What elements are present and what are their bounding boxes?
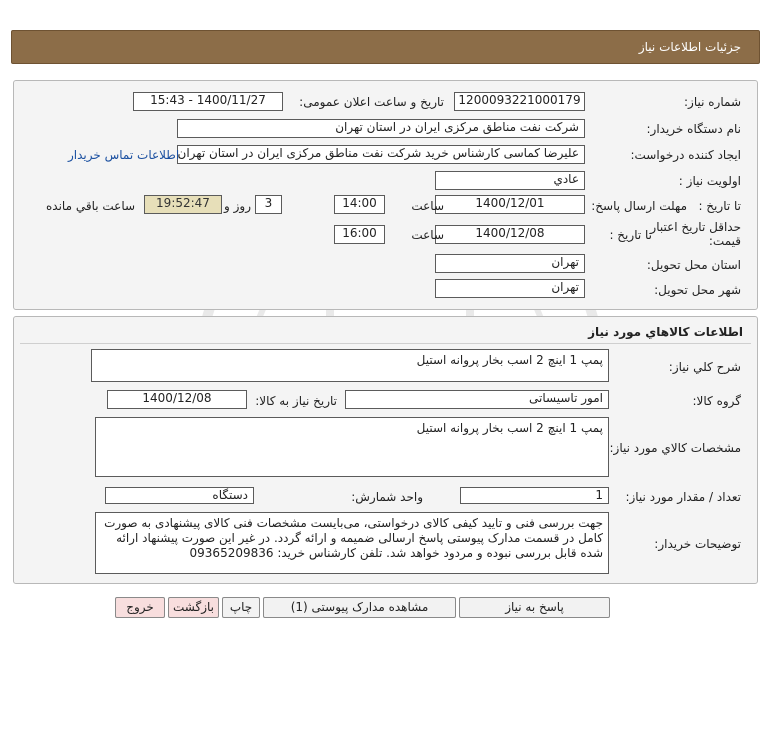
reply-to-date-label: تا تاریخ : — [698, 199, 741, 213]
reply-time-field: 14:00 — [334, 195, 385, 214]
reply-time-label: ساعت — [411, 199, 444, 213]
province-label: استان محل تحویل: — [646, 258, 741, 272]
validity-label-1: حداقل تاریخ اعتبار — [650, 220, 741, 234]
page-title: جزئیات اطلاعات نیاز — [638, 40, 741, 54]
validity-time-field: 16:00 — [334, 225, 385, 244]
summary-field: پمپ 1 اینچ 2 اسب بخار پروانه استیل — [91, 349, 609, 382]
page-header — [11, 30, 760, 64]
qty-field: 1 — [460, 487, 609, 504]
announce-date-field: 1400/11/27 - 15:43 — [133, 92, 283, 111]
remaining-time-label: ساعت باقي مانده — [46, 199, 136, 213]
unit-field: دستگاه — [105, 487, 254, 504]
priority-label: اولویت نیاز : — [678, 174, 741, 188]
buyer-org-field: شرکت نفت مناطق مرکزی ایران در استان تهران — [177, 119, 585, 138]
validity-date-field: 1400/12/08 — [435, 225, 585, 244]
validity-label-2: قیمت: — [708, 234, 741, 248]
reply-deadline-label: مهلت ارسال پاسخ: — [591, 199, 687, 213]
remaining-time-field: 19:52:47 — [144, 195, 222, 214]
group-field: امور تاسیساتی — [345, 390, 609, 409]
section-divider — [20, 343, 751, 344]
city-label: شهر محل تحویل: — [654, 283, 741, 297]
specs-label: مشخصات کالاي مورد نياز: — [609, 441, 741, 455]
print-button[interactable]: چاپ — [222, 597, 260, 618]
need-date-label: تاریخ نیاز به کالا: — [255, 394, 337, 408]
validity-time-label: ساعت — [411, 228, 444, 242]
days-label: روز و — [224, 199, 251, 213]
buyer-org-label: نام دستگاه خریدار: — [646, 122, 741, 136]
group-label: گروه کالا: — [692, 394, 741, 408]
province-field: تهران — [435, 254, 585, 273]
reply-date-field: 1400/12/01 — [435, 195, 585, 214]
priority-field: عادي — [435, 171, 585, 190]
announce-date-label: تاریخ و ساعت اعلان عمومی: — [299, 95, 444, 109]
requester-label: ایجاد کننده درخواست: — [630, 148, 741, 162]
validity-to-date-label: تا تاریخ : — [609, 228, 652, 242]
need-number-label: شماره نیاز: — [684, 95, 741, 109]
goods-info-panel — [13, 316, 758, 584]
buyer-contact-link[interactable]: اطلاعات تماس خریدار — [68, 148, 180, 162]
buyer-notes-label: توضیحات خریدار: — [654, 537, 741, 551]
goods-section-title: اطلاعات کالاهاي مورد نياز — [588, 325, 743, 339]
back-button[interactable]: بازگشت — [168, 597, 219, 618]
buyer-notes-field: جهت بررسی فنی و تایید کیفی کالای درخواستی، می‌بایست مشخصات فنی کالای پیشنهادی به صورت کامل در قسمت مدارک پیوستی پاسخ ارسالی ضمیمه و ارائه گردد. در غیر این صورت پیشنهاد ارائه شده قابل بررسی نبوده و مردود خواهد شد. تلفن کارشناس خرید: 09365209836 — [95, 512, 609, 574]
summary-label: شرح کلي نياز: — [668, 360, 741, 374]
days-remaining-field: 3 — [255, 195, 282, 214]
requester-field: علیرضا کماسی کارشناس خرید شرکت نفت مناطق مرکزی ایران در استان تهران — [177, 145, 585, 164]
need-number-field: 1200093221000179 — [454, 92, 585, 111]
view-attachments-button[interactable]: مشاهده مدارک پیوستی (1) — [263, 597, 456, 618]
specs-field: پمپ 1 اینچ 2 اسب بخار پروانه استیل — [95, 417, 609, 477]
unit-label: واحد شمارش: — [351, 490, 423, 504]
need-date-field: 1400/12/08 — [107, 390, 247, 409]
request-details-panel — [13, 80, 758, 310]
city-field: تهران — [435, 279, 585, 298]
reply-button[interactable]: پاسخ به نیاز — [459, 597, 610, 618]
exit-button[interactable]: خروج — [115, 597, 165, 618]
qty-label: تعداد / مقدار مورد نیاز: — [625, 490, 741, 504]
